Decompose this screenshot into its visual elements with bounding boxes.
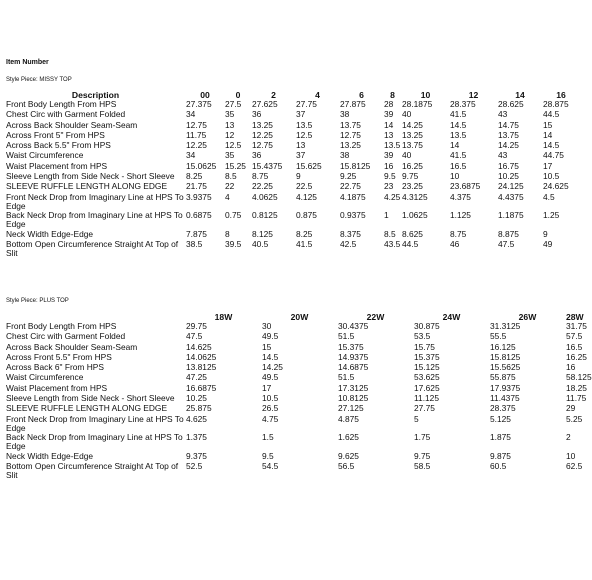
measurement-value: 10.25 (186, 393, 207, 404)
table-row (5, 433, 579, 452)
measurement-value: 16.75 (498, 160, 519, 171)
measurement-description: Front Neck Drop from Imaginary Line at HPS To Edge (6, 413, 184, 433)
measurement-value: 2 (566, 432, 571, 443)
measurement-value: 51.5 (338, 372, 355, 383)
measurement-value: 9.75 (414, 450, 431, 461)
measurement-value: 9.5 (384, 171, 396, 182)
measurement-description: Chest Circ with Garment Folded (6, 109, 126, 120)
measurement-value: 15 (262, 341, 272, 352)
measurement-value: 40.5 (252, 238, 269, 249)
measurement-value: 18.25 (566, 382, 587, 393)
size-header-00: 00 (200, 90, 210, 100)
size-header-0: 0 (235, 90, 241, 100)
measurement-value: 5 (414, 413, 419, 424)
measurement-description: SLEEVE RUFFLE LENGTH ALONG EDGE (6, 181, 168, 192)
measurement-value: 53.5 (414, 331, 431, 342)
measurement-value: 39 (384, 109, 394, 120)
measurement-value: 3.9375 (186, 191, 212, 202)
measurement-value: 27.5 (225, 99, 242, 109)
measurement-value: 13.5 (384, 140, 401, 151)
measurement-value: 1.5 (262, 432, 274, 443)
table-row (5, 415, 579, 434)
measurement-value: 44.5 (543, 109, 560, 120)
measurement-value: 9.875 (490, 450, 511, 461)
measurement-value: 16.25 (402, 160, 423, 171)
measurement-value: 44.75 (543, 150, 564, 161)
measurement-value: 1.875 (490, 432, 511, 443)
measurement-value: 1.0625 (402, 210, 428, 221)
measurement-value: 13.8125 (186, 362, 217, 373)
measurement-value: 0.6875 (186, 210, 212, 221)
measurement-description: Waist Circumference (6, 150, 84, 161)
measurement-value: 15.625 (296, 160, 322, 171)
item-number-label: Item Number (6, 59, 49, 66)
measurement-value: 15.375 (338, 341, 364, 352)
measurement-value: 0.75 (225, 210, 242, 221)
measurement-value: 11.75 (566, 393, 587, 404)
measurement-value: 13.75 (340, 119, 361, 130)
measurement-value: 47.5 (498, 238, 515, 249)
measurement-value: 38 (340, 109, 350, 120)
measurement-value: 14 (543, 129, 553, 140)
description-header: Description (71, 90, 120, 100)
measurement-value: 10 (450, 171, 460, 182)
measurement-description: Neck Width Edge-Edge (6, 450, 94, 461)
measurement-value: 53.625 (414, 372, 440, 383)
measurement-value: 12.75 (340, 129, 361, 140)
measurement-value: 57.5 (566, 331, 583, 342)
measurement-value: 10.8125 (338, 393, 369, 404)
measurement-value: 12.25 (252, 129, 273, 140)
size-header-12: 12 (468, 90, 479, 100)
measurement-value: 17.3125 (338, 382, 369, 393)
measurement-value: 14.25 (498, 140, 519, 151)
measurement-value: 52.5 (186, 460, 203, 471)
measurement-value: 28.375 (490, 403, 516, 414)
measurement-value: 41.5 (296, 238, 313, 249)
measurement-value: 4.5 (543, 191, 555, 202)
measurement-value: 28.375 (450, 99, 476, 109)
measurement-value: 27.75 (296, 99, 317, 109)
measurement-value: 43 (498, 109, 508, 120)
table-row (5, 462, 579, 481)
measurement-value: 28.1875 (402, 99, 433, 109)
measurement-value: 14.75 (498, 119, 519, 130)
measurement-value: 60.5 (490, 460, 507, 471)
measurement-value: 27.625 (252, 99, 278, 109)
measurement-value: 30.875 (414, 321, 440, 331)
measurement-value: 15.75 (414, 341, 435, 352)
measurement-value: 14.0625 (186, 351, 217, 362)
measurement-value: 28.875 (543, 99, 569, 109)
measurement-value: 8.375 (340, 228, 361, 239)
measurement-value: 14 (450, 140, 460, 151)
measurement-value: 49.5 (262, 331, 279, 342)
measurement-description: Front Neck Drop from Imaginary Line at HPS To Edge (6, 191, 184, 211)
measurement-value: 39.5 (225, 238, 242, 249)
measurement-value: 39 (384, 150, 394, 161)
measurement-value: 25.875 (186, 403, 212, 414)
measurement-value: 8.25 (186, 171, 203, 182)
measurement-value: 27.75 (414, 403, 435, 414)
measurement-value: 14.625 (186, 341, 212, 352)
measurement-value: 21.75 (186, 181, 207, 192)
measurement-value: 36 (252, 150, 262, 161)
measurement-value: 24.625 (543, 181, 569, 192)
measurement-value: 1.625 (338, 432, 359, 443)
measurement-value: 4.875 (338, 413, 359, 424)
measurement-value: 15.4375 (252, 160, 283, 171)
measurement-value: 35 (225, 150, 235, 161)
measurement-description: Across Back Shoulder Seam-Seam (6, 119, 138, 130)
measurement-value: 14.9375 (338, 351, 369, 362)
measurement-value: 56.5 (338, 460, 355, 471)
measurement-value: 8.75 (252, 171, 269, 182)
measurement-value: 38 (340, 150, 350, 161)
measurement-value: 12.25 (186, 140, 207, 151)
style-piece-missy: Style Piece: MISSY TOP (6, 77, 72, 83)
measurement-value: 22 (225, 181, 235, 192)
measurement-value: 13 (296, 140, 306, 151)
measurement-value: 14.5 (543, 140, 560, 151)
measurement-value: 26.5 (262, 403, 279, 414)
measurement-value: 40 (402, 109, 412, 120)
measurement-value: 13.5 (296, 119, 313, 130)
measurement-value: 36 (252, 109, 262, 120)
size-header-2: 2 (271, 90, 276, 100)
table-row (5, 193, 579, 212)
table-row (5, 211, 579, 230)
measurement-value: 0.8125 (252, 210, 278, 221)
size-header-14: 14 (515, 90, 525, 100)
measurement-value: 34 (186, 109, 196, 120)
measurement-value: 28 (384, 99, 394, 109)
measurement-value: 16.25 (566, 351, 587, 362)
measurement-value: 1.25 (543, 210, 560, 221)
measurement-description: Sleeve Length from Side Neck - Short Sleeve (6, 393, 175, 404)
measurement-description: Waist Placement from HPS (6, 382, 108, 393)
measurement-value: 27.125 (338, 403, 364, 414)
measurement-value: 14 (384, 119, 394, 130)
measurement-value: 35 (225, 109, 235, 120)
measurement-value: 42.5 (340, 238, 357, 249)
measurement-value: 15 (543, 119, 553, 130)
measurement-description: Back Neck Drop from Imaginary Line at HPS To Edge (6, 210, 183, 230)
size-header-26w: 26W (518, 312, 537, 322)
measurement-value: 13 (225, 119, 235, 130)
measurement-value: 8.125 (252, 228, 273, 239)
measurement-value: 15.125 (414, 362, 440, 373)
measurement-value: 8.5 (384, 228, 396, 239)
measurement-value: 13.25 (402, 129, 423, 140)
measurement-value: 12.75 (186, 119, 207, 130)
measurement-value: 17.9375 (490, 382, 521, 393)
measurement-description: Front Body Length From HPS (6, 321, 117, 331)
measurement-description: Across Front 5" From HPS (6, 129, 105, 140)
measurement-value: 41.5 (450, 150, 467, 161)
measurement-value: 28.625 (498, 99, 524, 109)
measurement-value: 16.6875 (186, 382, 217, 393)
measurement-value: 9 (543, 228, 548, 239)
measurement-value: 58.125 (566, 372, 592, 383)
size-header-22w: 22W (366, 312, 385, 322)
measurement-value: 11.75 (186, 129, 207, 140)
measurement-value: 22.5 (296, 181, 313, 192)
size-header-28w: 28W (566, 312, 584, 322)
measurement-value: 8.75 (450, 228, 467, 239)
measurement-value: 8.5 (225, 171, 237, 182)
measurement-value: 4.375 (450, 191, 471, 202)
measurement-description: Bottom Open Circumference Straight At Top of Slit (6, 460, 179, 481)
measurement-description: Sleeve Length from Side Neck - Short Sleeve (6, 171, 175, 182)
measurement-value: 9 (296, 171, 301, 182)
measurement-value: 14.25 (262, 362, 283, 373)
measurement-value: 13.75 (498, 129, 519, 140)
measurement-value: 15.0625 (186, 160, 217, 171)
measurement-description: SLEEVE RUFFLE LENGTH ALONG EDGE (6, 403, 168, 414)
measurement-value: 9.375 (186, 450, 207, 461)
measurement-value: 31.75 (566, 321, 587, 331)
measurement-value: 16.5 (450, 160, 467, 171)
measurement-value: 27.875 (340, 99, 366, 109)
size-header-8: 8 (390, 90, 395, 100)
measurement-value: 9.75 (402, 171, 419, 182)
measurement-value: 17.625 (414, 382, 440, 393)
measurement-value: 4.1875 (340, 191, 366, 202)
measurement-value: 0.875 (296, 210, 317, 221)
size-header-24w: 24W (442, 312, 461, 322)
measurement-description: Across Front 5.5" From HPS (6, 351, 112, 362)
measurement-description: Across Back Shoulder Seam-Seam (6, 341, 138, 352)
measurement-value: 4.0625 (252, 191, 278, 202)
measurement-value: 37 (296, 109, 306, 120)
measurement-description: Across Back 6" From HPS (6, 362, 104, 373)
measurement-value: 9.25 (340, 171, 357, 182)
measurement-value: 16 (566, 362, 576, 373)
measurement-value: 47.25 (186, 372, 207, 383)
measurement-value: 8.625 (402, 228, 423, 239)
measurement-description: Back Neck Drop from Imaginary Line at HPS To Edge (6, 432, 183, 452)
plus-size-table (5, 311, 592, 481)
measurement-value: 15.8125 (490, 351, 521, 362)
measurement-value: 1.1875 (498, 210, 524, 221)
measurement-value: 14.25 (402, 119, 423, 130)
measurement-value: 30.4375 (338, 321, 369, 331)
measurement-value: 1.125 (450, 210, 471, 221)
measurement-value: 5.25 (566, 413, 583, 424)
measurement-value: 0.9375 (340, 210, 366, 221)
measurement-value: 43.5 (384, 238, 401, 249)
table-row (5, 240, 579, 259)
measurement-value: 55.5 (490, 331, 507, 342)
measurement-value: 13.25 (252, 119, 273, 130)
measurement-value: 10 (566, 450, 576, 461)
measurement-value: 8.875 (498, 228, 519, 239)
measurement-value: 4.625 (186, 413, 207, 424)
measurement-value: 30 (262, 321, 272, 331)
measurement-value: 10.5 (543, 171, 560, 182)
measurement-value: 44.5 (402, 238, 419, 249)
measurement-value: 16.125 (490, 341, 516, 352)
measurement-value: 4 (225, 191, 230, 202)
measurement-value: 1.75 (414, 432, 431, 443)
measurement-value: 9.5 (262, 450, 274, 461)
measurement-value: 46 (450, 238, 460, 249)
measurement-value: 8.25 (296, 228, 313, 239)
measurement-description: Chest Circ with Garment Folded (6, 331, 126, 342)
measurement-value: 12.5 (296, 129, 313, 140)
measurement-value: 13.25 (340, 140, 361, 151)
measurement-value: 29 (566, 403, 576, 414)
measurement-value: 4.75 (262, 413, 279, 424)
size-header-16: 16 (556, 90, 566, 100)
measurement-value: 13.5 (450, 129, 467, 140)
measurement-description: Waist Circumference (6, 372, 84, 383)
measurement-value: 4.3125 (402, 191, 428, 202)
measurement-value: 47.5 (186, 331, 203, 342)
measurement-value: 62.5 (566, 460, 583, 471)
measurement-value: 31.3125 (490, 321, 521, 331)
measurement-value: 15.25 (225, 160, 246, 171)
style-piece-plus: Style Piece: PLUS TOP (6, 298, 69, 304)
measurement-description: Across Back 5.5" From HPS (6, 140, 111, 151)
size-header-10: 10 (420, 90, 431, 100)
measurement-value: 49 (543, 238, 553, 249)
measurement-value: 12.75 (252, 140, 273, 151)
measurement-value: 49.5 (262, 372, 279, 383)
measurement-value: 27.375 (186, 99, 212, 109)
measurement-value: 5.125 (490, 413, 511, 424)
measurement-value: 34 (186, 150, 196, 161)
measurement-value: 8 (225, 228, 230, 239)
measurement-description: Neck Width Edge-Edge (6, 228, 94, 239)
measurement-value: 15.8125 (340, 160, 371, 171)
measurement-value: 16 (384, 160, 394, 171)
measurement-value: 58.5 (414, 460, 431, 471)
measurement-value: 40 (402, 150, 412, 161)
measurement-value: 13.75 (402, 140, 423, 151)
measurement-value: 4.125 (296, 191, 317, 202)
size-header-6: 6 (359, 90, 364, 100)
size-header-4: 4 (315, 90, 320, 100)
measurement-value: 37 (296, 150, 306, 161)
size-header-20w: 20W (290, 312, 309, 322)
measurement-value: 14.6875 (338, 362, 369, 373)
measurement-value: 17 (262, 382, 272, 393)
measurement-description: Front Body Length From HPS (6, 99, 117, 109)
measurement-value: 1 (384, 210, 389, 221)
measurement-value: 15.375 (414, 351, 440, 362)
measurement-value: 23 (384, 181, 394, 192)
measurement-value: 29.75 (186, 321, 207, 331)
measurement-value: 17 (543, 160, 553, 171)
measurement-value: 43 (498, 150, 508, 161)
measurement-value: 14.5 (450, 119, 467, 130)
measurement-value: 11.125 (414, 393, 439, 404)
measurement-value: 22.75 (340, 181, 361, 192)
measurement-value: 23.25 (402, 181, 423, 192)
measurement-description: Bottom Open Circumference Straight At Top of Slit (6, 238, 179, 259)
measurement-value: 11.4375 (490, 393, 520, 404)
measurement-value: 24.125 (498, 181, 524, 192)
measurement-value: 15.5625 (490, 362, 521, 373)
measurement-value: 12 (225, 129, 235, 140)
measurement-value: 12.5 (225, 140, 242, 151)
measurement-value: 38.5 (186, 238, 203, 249)
measurement-value: 16.5 (566, 341, 583, 352)
measurement-value: 55.875 (490, 372, 516, 383)
measurement-value: 54.5 (262, 460, 279, 471)
measurement-description: Waist Placement from HPS (6, 160, 108, 171)
table-row (5, 141, 579, 151)
measurement-value: 14.5 (262, 351, 279, 362)
measurement-value: 10.5 (262, 393, 279, 404)
size-header-18w: 18W (214, 312, 233, 322)
measurement-value: 10.25 (498, 171, 519, 182)
measurement-value: 41.5 (450, 109, 467, 120)
measurement-value: 7.875 (186, 228, 207, 239)
measurement-value: 1.375 (186, 432, 207, 443)
measurement-value: 4.4375 (498, 191, 524, 202)
measurement-value: 23.6875 (450, 181, 481, 192)
measurement-value: 13 (384, 129, 394, 140)
measurement-value: 4.25 (384, 191, 401, 202)
measurement-value: 22.25 (252, 181, 273, 192)
measurement-value: 51.5 (338, 331, 355, 342)
missy-size-table (5, 89, 579, 258)
measurement-value: 9.625 (338, 450, 359, 461)
